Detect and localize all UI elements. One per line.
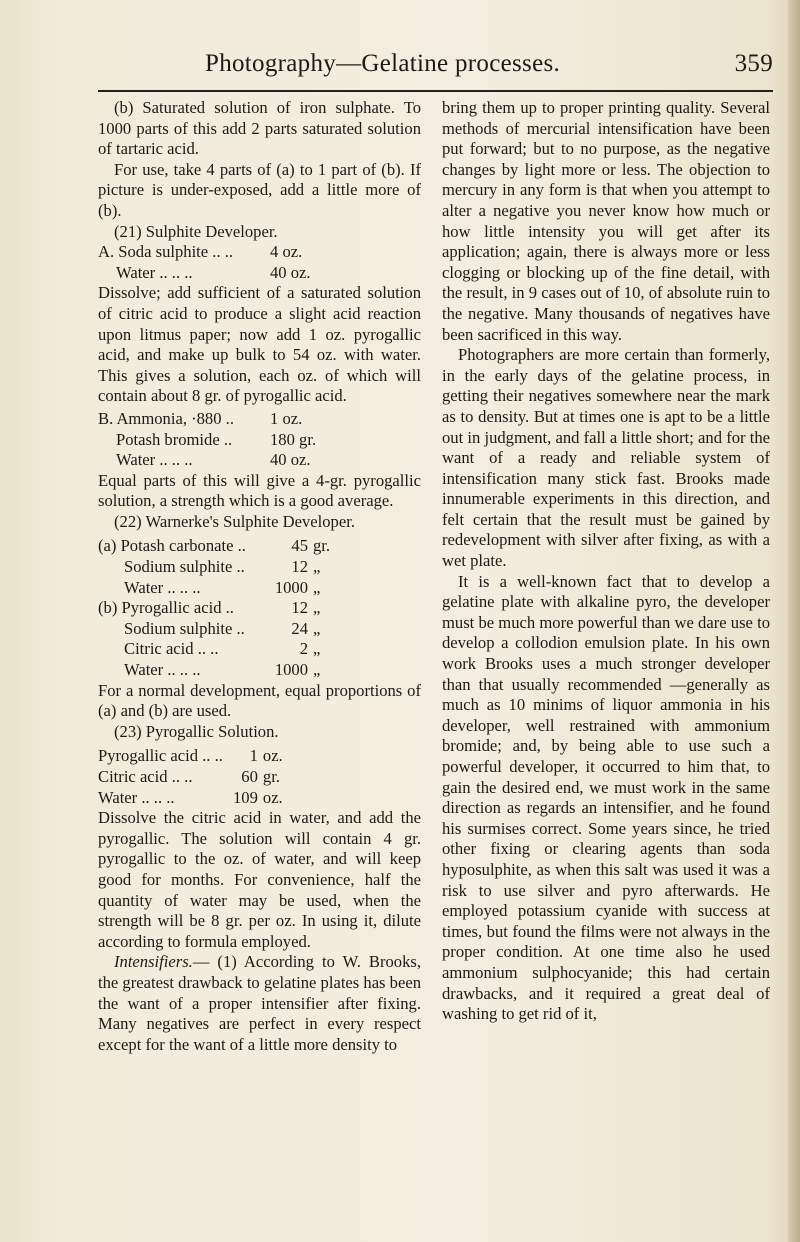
ingredient: Sodium sulphite .. <box>124 618 245 638</box>
unit: „ <box>313 618 321 638</box>
ingredient: Pyrogallic acid .. .. <box>98 746 223 766</box>
quantity: 4 oz. <box>270 242 303 262</box>
paragraph: Dissolve; add sufficient of a saturated solution of citric acid to produce a slight acid reaction upon litmus paper; now add 1 oz. pyrogallic acid, and make up bulk to 54 oz. with water. This gives a solution, each oz. of which will contain about 8 gr. of pyrogallic acid. <box>98 283 421 406</box>
ingredient: Citric acid .. .. <box>98 767 193 786</box>
recipe-row <box>98 639 330 660</box>
quantity: 24 <box>291 618 308 638</box>
quantity: 2 <box>299 639 308 659</box>
unit: „ <box>313 557 321 577</box>
ingredient: Sodium sulphite .. <box>124 557 245 577</box>
recipe-table-21b <box>98 409 316 471</box>
ingredient: (b) Pyrogallic acid .. <box>98 598 234 618</box>
quantity: 109 <box>233 787 258 807</box>
paragraph: (b) Saturated solution of iron sulphate. To 1000 parts of this add 2 parts saturated solution of tartaric acid. <box>98 98 421 159</box>
quantity: 1 oz. <box>270 408 303 428</box>
recipe-row <box>98 660 330 681</box>
paragraph-intensifiers <box>98 952 421 1055</box>
quantity: 1000 <box>274 660 308 680</box>
right-column <box>442 98 770 1025</box>
recipe-row <box>98 536 330 557</box>
recipe-row <box>98 409 316 430</box>
unit: „ <box>313 660 321 680</box>
quantity: 45 <box>291 536 308 556</box>
unit: oz. <box>262 787 283 807</box>
paragraph-text: — (1) According to W. Brooks, the greatest drawback to gelatine plates has been the want of a proper intensifier after fixing. Many negatives are perfect in every respect except for the want of a little more density to <box>98 952 421 1054</box>
paragraph: It is a well-known fact that to develop a gelatine plate with alkaline pyro, the developer must be much more powerful than we dare use to develop a collodion emulsion plate. In his own work Brooks uses a much stronger developer than that usually recommended —generally as much as 10 minims of liquor ammonia in his developer, well restrained with ammonium bromide; and, by being able to use such a powerful developer, it occurred to him that, to gain the desired end, we must work in the same direction as regards an intensifier, and he found his surmises correct. Some years since, he tried other fixing or clearing agents than soda hyposulphite, as when this salt was used it was a risk to use silver and pyro afterwards. He employed potassium cyanide with success at times, but found the films were not always in the proper condition. At one time also he used ammonium sulphocyanide; this had certain drawbacks, and it required a great deal of washing to get rid of it, <box>442 571 770 1024</box>
recipe-row <box>98 263 311 284</box>
unit: gr. <box>262 767 280 786</box>
paragraph: Dissolve the citric acid in water, and add the pyrogallic. The solution will contain 4 gr. pyrogallic to the oz. of water, and will keep good for months. For convenience, half the quantity of water may be used, when the strength will be 8 gr. per oz. In using it, dilute according to formula employed. <box>98 808 421 951</box>
ingredient: Water .. .. .. <box>124 660 201 680</box>
ingredient: A. Soda sulphite .. .. <box>98 242 234 262</box>
section-heading-21: (21) Sulphite Developer. <box>114 221 278 241</box>
recipe-row <box>98 619 330 640</box>
ingredient: Citric acid .. .. <box>124 639 219 659</box>
unit: oz. <box>262 746 283 766</box>
ingredient: Water .. .. .. <box>124 577 201 597</box>
quantity: 40 oz. <box>270 262 311 282</box>
quantity: 60 <box>241 767 258 786</box>
recipe-row <box>98 557 330 578</box>
quantity: 40 oz. <box>270 450 311 470</box>
unit: „ <box>313 639 321 659</box>
recipe-row <box>98 746 283 767</box>
page-number: 359 <box>734 50 773 77</box>
running-title: Photography—Gelatine processes. <box>205 50 561 77</box>
recipe-table-21a <box>98 242 311 283</box>
quantity: 1 <box>249 746 258 766</box>
recipe-row <box>98 450 316 471</box>
paragraph: For a normal development, equal proportions of (a) and (b) are used. <box>98 680 421 721</box>
recipe-table-22 <box>98 536 330 680</box>
recipe-row <box>98 788 283 809</box>
ingredient: Water .. .. .. <box>116 450 193 470</box>
paragraph: For use, take 4 parts of (a) to 1 part of (b). If picture is under-exposed, add a little more of (b). <box>98 159 421 220</box>
recipe-row <box>98 578 330 599</box>
ingredient: Water .. .. .. <box>98 787 175 807</box>
ingredient: (a) Potash carbonate .. <box>98 536 246 556</box>
quantity: 180 gr. <box>270 429 317 449</box>
left-column <box>98 98 421 1055</box>
recipe-row <box>98 242 311 263</box>
paragraph: bring them up to proper printing quality. Several methods of mercurial intensification have been put forward; but to no purpose, as the negative changes by light more or less. The objection to mercury in any form is that when you attempt to alter a negative you never know how much or how little intensity you will get after its application; again, there is always more or less clogging or blocking up of the fine detail, with the result, in 9 cases out of 10, of absolute ruin to the negative. Many thousands of negatives have been sacrificed in this way. <box>442 98 770 344</box>
running-header <box>205 50 775 78</box>
run-in-heading: Intensifiers. <box>114 952 193 972</box>
section-heading-23: (23) Pyrogallic Solution. <box>114 721 279 741</box>
ingredient: Water .. .. .. <box>116 262 193 282</box>
quantity: 1000 <box>274 577 308 597</box>
unit: gr. <box>313 536 331 556</box>
unit: „ <box>313 598 321 618</box>
recipe-row <box>98 430 316 451</box>
paragraph: Equal parts of this will give a 4-gr. pyrogallic solution, a strength which is a good average. <box>98 470 421 511</box>
header-rule <box>98 90 773 92</box>
recipe-row <box>98 598 330 619</box>
section-heading-22: (22) Warnerke's Sulphite Developer. <box>114 511 355 531</box>
quantity: 12 <box>291 598 308 618</box>
paragraph: Photographers are more certain than formerly, in the early days of the gelatine process, in getting their negatives somewhere near the mark as to density. But at times one is apt to be a little out in judgment, and fall a little short; and for the want of a ready and reliable system of intensification many stick fast. Brooks made innumerable experiments in this direction, and felt certain that the result must be gained by redevelopment with silver after fixing, as with a wet plate. <box>442 345 770 571</box>
page-edge <box>788 0 800 1242</box>
recipe-table-23 <box>98 746 283 808</box>
recipe-row <box>98 767 283 788</box>
quantity: 12 <box>291 557 308 577</box>
ingredient: Potash bromide .. <box>116 429 233 449</box>
unit: „ <box>313 577 321 597</box>
ingredient: B. Ammonia, ·880 .. <box>98 408 234 428</box>
